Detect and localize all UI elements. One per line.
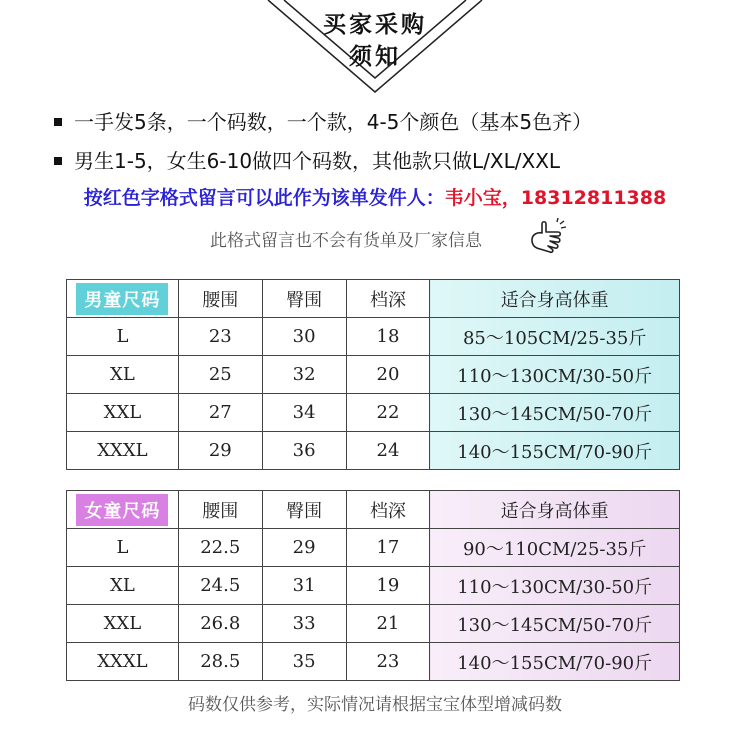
cell-hip: 31 xyxy=(262,567,346,605)
cell-rise: 22 xyxy=(346,394,430,432)
cell-size: XXL xyxy=(67,394,179,432)
cell-rise: 24 xyxy=(346,432,430,470)
header-hip: 臀围 xyxy=(262,280,346,318)
cell-size: XL xyxy=(67,567,179,605)
cell-hip: 34 xyxy=(262,394,346,432)
cell-hip: 29 xyxy=(262,529,346,567)
cell-size: XXXL xyxy=(67,643,179,681)
boy-size-table xyxy=(66,279,680,470)
contact-name-phone: 韦小宝，18312811388 xyxy=(444,187,667,209)
table-row xyxy=(67,356,680,394)
boy-size-tag: 男童尺码 xyxy=(76,283,168,315)
girl-size-table xyxy=(66,490,680,681)
boy-tag-cell xyxy=(67,280,179,318)
cell-rise: 20 xyxy=(346,356,430,394)
cell-rise: 18 xyxy=(346,318,430,356)
notice-1 xyxy=(54,106,750,135)
cell-waist: 28.5 xyxy=(178,643,262,681)
header-hip: 臀围 xyxy=(262,491,346,529)
banner-title-line1: 买家采购 xyxy=(323,11,427,38)
pointing-hand-icon xyxy=(528,218,568,258)
cell-hip: 32 xyxy=(262,356,346,394)
header-waist: 腰围 xyxy=(178,280,262,318)
cell-waist: 25 xyxy=(178,356,262,394)
cell-rise: 19 xyxy=(346,567,430,605)
cell-size: L xyxy=(67,318,179,356)
header-rise: 档深 xyxy=(346,491,430,529)
header-fit: 适合身高体重 xyxy=(430,491,680,529)
cell-fit: 140～155CM/70-90斤 xyxy=(430,643,680,681)
banner xyxy=(0,0,750,100)
cell-fit: 130～145CM/50-70斤 xyxy=(430,394,680,432)
table-row xyxy=(67,643,680,681)
footer-note: 码数仅供参考，实际情况请根据宝宝体型增减码数 xyxy=(188,695,562,715)
banner-title-line2: 须知 xyxy=(349,43,401,70)
notice-1-text: 一手发5条，一个码数，一个款，4-5个颜色（基本5色齐） xyxy=(74,110,593,134)
table-row xyxy=(67,605,680,643)
table-row xyxy=(67,432,680,470)
cell-waist: 26.8 xyxy=(178,605,262,643)
cell-fit: 130～145CM/50-70斤 xyxy=(430,605,680,643)
bullet-icon xyxy=(54,157,62,165)
cell-waist: 27 xyxy=(178,394,262,432)
table-row xyxy=(67,529,680,567)
table-header-row xyxy=(67,491,680,529)
cell-hip: 33 xyxy=(262,605,346,643)
table-row xyxy=(67,318,680,356)
bullet-icon xyxy=(54,118,62,126)
cell-size: L xyxy=(67,529,179,567)
notice-2 xyxy=(54,145,750,174)
cell-fit: 90～110CM/25-35斤 xyxy=(430,529,680,567)
cell-hip: 35 xyxy=(262,643,346,681)
cell-waist: 29 xyxy=(178,432,262,470)
header-waist: 腰围 xyxy=(178,491,262,529)
contact-line xyxy=(0,183,750,210)
cell-fit: 110～130CM/30-50斤 xyxy=(430,567,680,605)
header-fit: 适合身高体重 xyxy=(430,280,680,318)
cell-hip: 30 xyxy=(262,318,346,356)
cell-fit: 85～105CM/25-35斤 xyxy=(430,318,680,356)
cell-size: XXL xyxy=(67,605,179,643)
cell-hip: 36 xyxy=(262,432,346,470)
cell-size: XL xyxy=(67,356,179,394)
cell-rise: 17 xyxy=(346,529,430,567)
cell-fit: 140～155CM/70-90斤 xyxy=(430,432,680,470)
cell-size: XXXL xyxy=(67,432,179,470)
cell-rise: 21 xyxy=(346,605,430,643)
cell-waist: 24.5 xyxy=(178,567,262,605)
girl-size-tag: 女童尺码 xyxy=(76,494,168,526)
table-row xyxy=(67,567,680,605)
gray-note: 此格式留言也不会有货单及厂家信息 xyxy=(210,231,482,251)
notice-2-text: 男生1-5，女生6-10做四个码数，其他款只做L/XL/XXL xyxy=(74,149,561,173)
contact-prefix: 按红色字格式留言可以此作为该单发件人： xyxy=(83,187,445,209)
cell-rise: 23 xyxy=(346,643,430,681)
cell-waist: 23 xyxy=(178,318,262,356)
girl-tag-cell xyxy=(67,491,179,529)
cell-waist: 22.5 xyxy=(178,529,262,567)
table-row xyxy=(67,394,680,432)
cell-fit: 110～130CM/30-50斤 xyxy=(430,356,680,394)
table-header-row xyxy=(67,280,680,318)
header-rise: 档深 xyxy=(346,280,430,318)
